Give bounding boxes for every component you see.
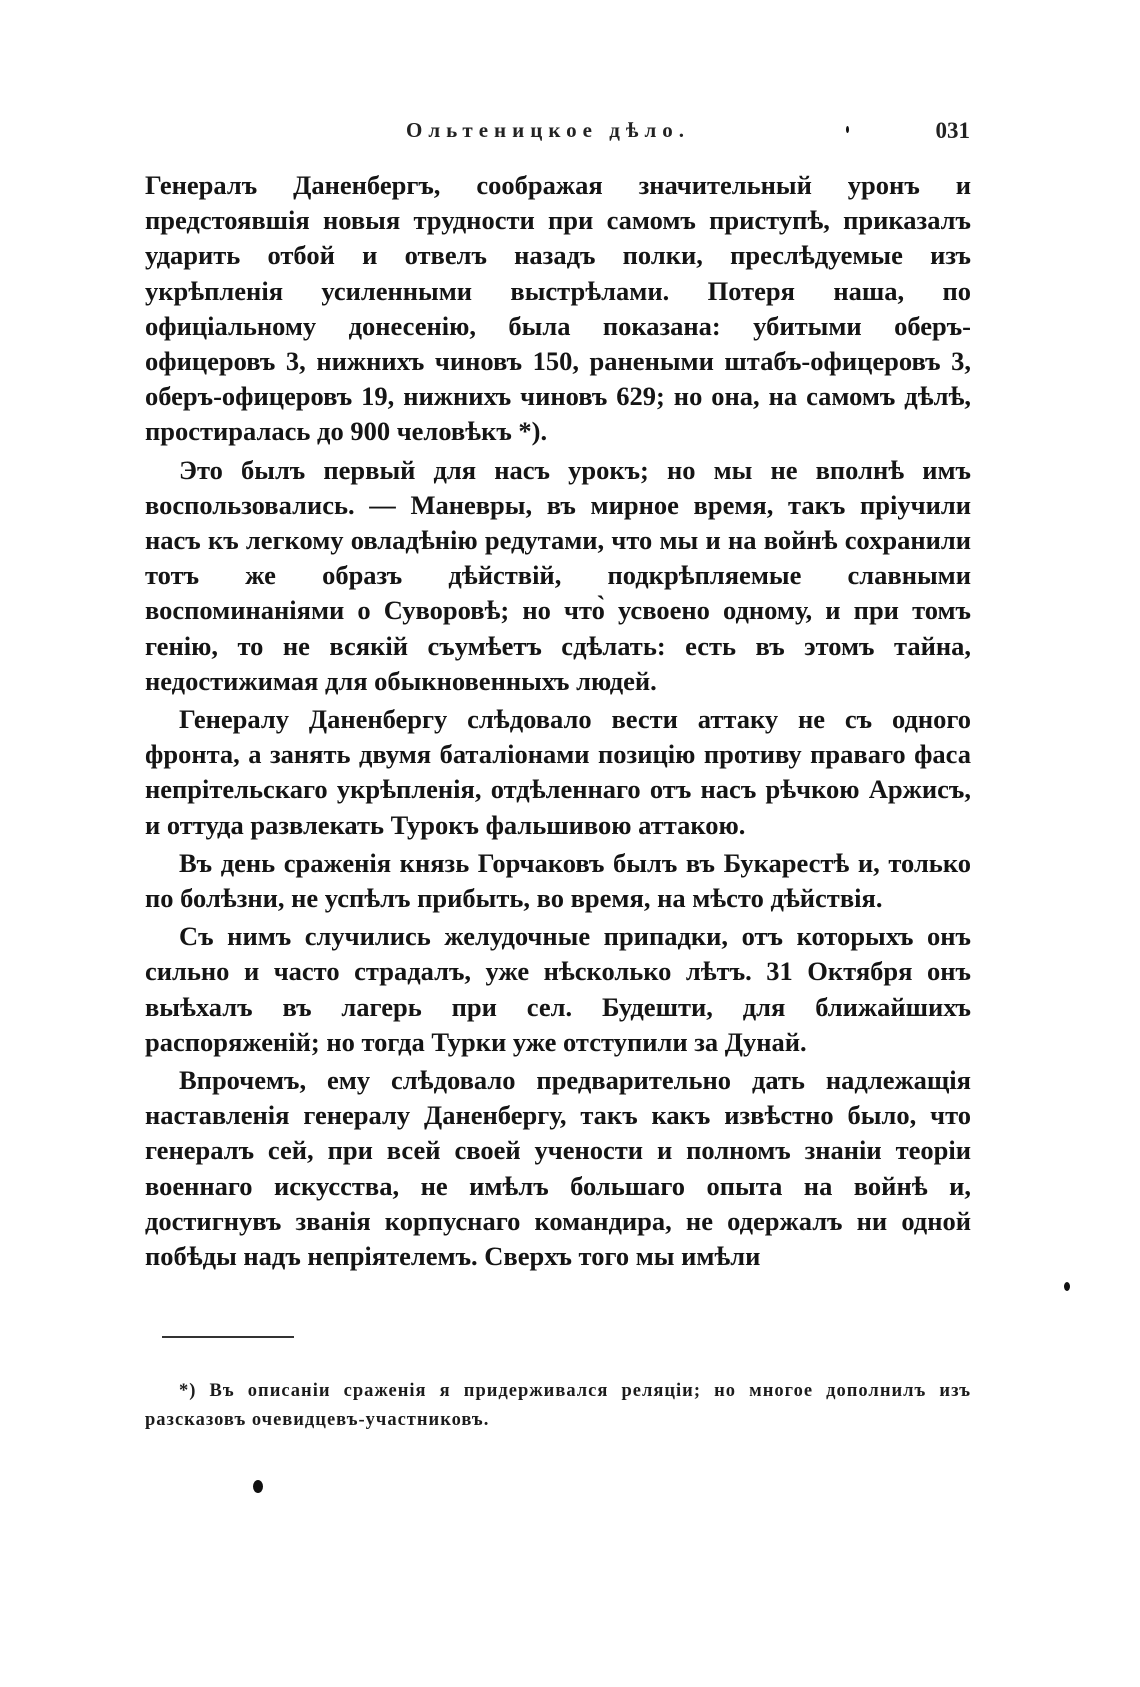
body-text	[145, 168, 971, 1277]
paragraph-5: Съ нимъ случились желудочные припадки, отъ которыхъ онъ сильно и часто страдалъ, уже нѣсколько лѣтъ. 31 Октября онъ выѣхалъ въ лагерь при сел. Будешти, для ближайшихъ распоряженій; но тогда Турки уже отступили за Дунай.	[145, 921, 971, 1057]
paragraph-6: Впрочемъ, ему слѣдовало предварительно дать надлежащія наставленія генералу Даненбергу, такъ какъ извѣстно было, что генералъ сей, при всей своей учености и полномъ знаніи теоріи военнаго искусства, не имѣлъ большаго опыта на войнѣ и, достигнувъ званія корпуснаго командира, не одержалъ ни одной побѣды надъ непріятелемъ. Сверхъ того мы имѣли	[145, 1065, 971, 1272]
print-speck-header	[846, 126, 849, 133]
paragraph-2: Это былъ первый для насъ урокъ; но мы не вполнѣ имъ воспользовались. — Маневры, въ мирное время, такъ пріучили насъ къ легкому овладѣнію редутами, что мы и на войнѣ сохранили тотъ же образъ дѣйствій, подкрѣпляемые славными воспоминаніями о Суворовѣ; но что̀ усвоено одному, и при томъ генію, то не всякій съумѣетъ сдѣлать: есть въ этомъ тайна, недостижимая для обыкновенныхъ людей.	[145, 454, 971, 696]
print-speck-bottom	[253, 1480, 263, 1493]
footnote-divider	[162, 1336, 294, 1338]
paragraph-1: Генералъ Даненбергъ, соображая значительный уронъ и предстоявшія новыя трудности при самомъ приступѣ, приказалъ ударить отбой и отвелъ назадъ полки, преслѣдуемые изъ укрѣпленія усиленными выстрѣлами. Потеря наша, по офиціальному донесенію, была показана: убитыми оберъ-офицеровъ 3, нижнихъ чиновъ 150, ранеными штабъ-офицеровъ 3, оберъ-офицеровъ 19, нижнихъ чиновъ 629; но она, на самомъ дѣлѣ, простиралась до 900 человѣкъ *).	[145, 170, 971, 447]
running-head	[150, 118, 970, 148]
page-number: 031	[935, 118, 970, 143]
print-speck-margin	[1064, 1282, 1070, 1291]
paragraph-4: Въ день сраженія князь Горчаковъ былъ въ Букарестѣ и, только по болѣзни, не успѣлъ прибыть, во время, на мѣсто дѣйствія.	[145, 847, 971, 914]
footnote: *) Въ описаніи сраженія я придерживался реляціи; но многое дополнилъ изъ разсказовъ очевидцевъ-участниковъ.	[145, 1380, 971, 1430]
running-title: Ольтеницкое дѣло.	[406, 118, 691, 142]
paragraph-3: Генералу Даненбергу слѣдовало вести аттаку не съ одного фронта, а занять двумя баталіонами позицію противу праваго фаса непрітельскаго укрѣпленія, отдѣленнаго отъ насъ рѣчкою Аржисъ, и оттуда развлекать Турокъ фальшивою аттакою.	[145, 704, 971, 840]
